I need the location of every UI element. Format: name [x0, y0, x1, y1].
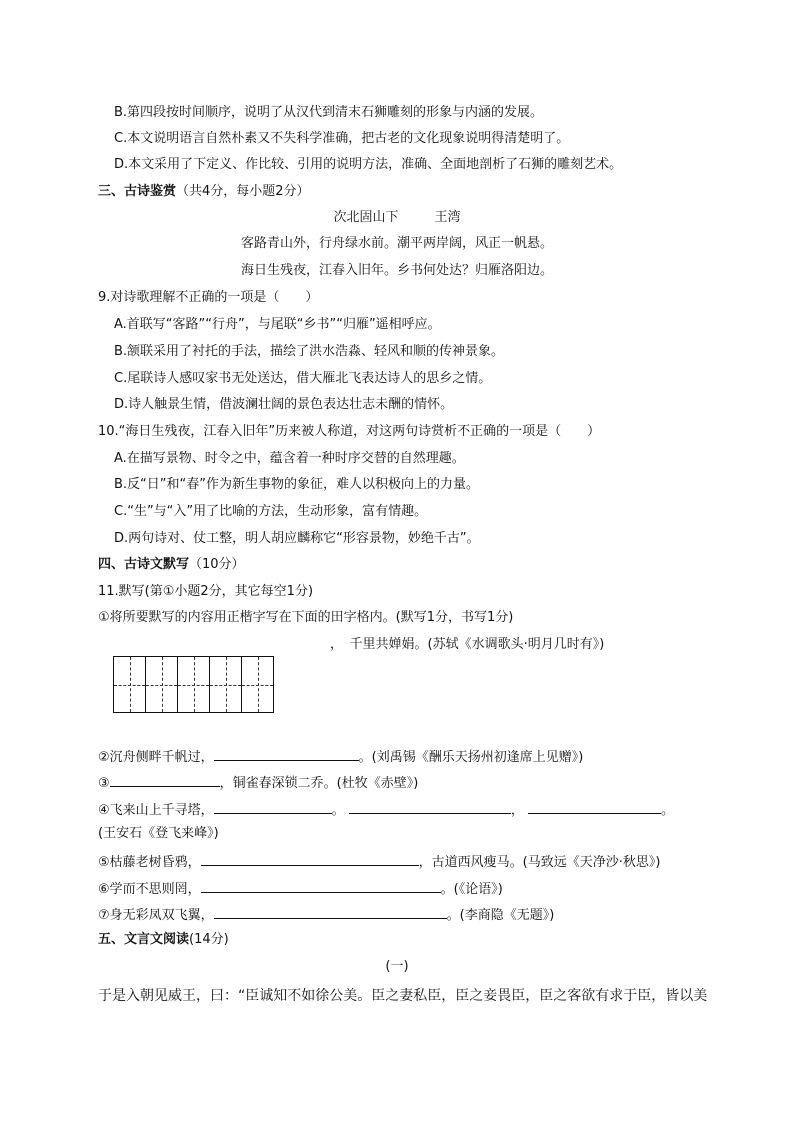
question-10: 10.“海日生残夜，江春入旧年”历来被人称道，对这两句诗赏析不正确的一项是（ ）: [98, 424, 601, 439]
q10-option-a: A.在描写景物、时令之中，蕴含着一种时序交替的自然理趣。: [114, 451, 465, 466]
heading-score: (14分): [189, 932, 229, 947]
item-text: ⑤枯藤老树昏鸦，: [98, 855, 201, 870]
classical-text: 于是入朝见威王，曰：“臣诚知不如徐公美。臣之妻私臣，臣之妾畏臣，臣之客欲有求于臣，皆以美: [98, 988, 708, 1004]
poem-author: 王湾: [434, 210, 461, 225]
item-text: ，: [510, 803, 524, 818]
item-5: [98, 851, 660, 872]
item-text: ②沉舟侧畔千帆过，: [98, 750, 214, 765]
q9-option-a: A.首联写“客路”“行舟”，与尾联“乡书”“归雁”遥相呼应。: [114, 317, 441, 332]
answer-blank[interactable]: [214, 799, 332, 814]
item-text: ，古道西风瘦马。(马致远《天净沙·秋思》): [418, 855, 661, 870]
option-c: C.本文说明语言自然朴素又不失科学准确，把古老的文化现象说明得清楚明了。: [114, 131, 570, 146]
q10-option-d: D.两句诗对、仗工整，明人胡应麟称它“形容景物，妙绝千古”。: [114, 531, 480, 546]
item-text: 。(《论语》): [440, 882, 503, 897]
q9-option-c: C.尾联诗人感叹家书无处送达，借大雁北飞表达诗人的思乡之情。: [114, 371, 492, 386]
item-4-source: (王安石《登飞来峰》): [98, 826, 219, 841]
answer-blank[interactable]: [214, 746, 359, 761]
item-7: [98, 904, 554, 925]
question-11: 11.默写(第①小题2分，其它每空1分): [98, 584, 314, 599]
option-b: B.第四段按时间顺序，说明了从汉代到清末石狮雕刻的形象与内涵的发展。: [114, 105, 544, 120]
answer-blank[interactable]: [214, 904, 447, 919]
poem-title: [0, 209, 794, 227]
heading-score: （10分）: [189, 557, 245, 572]
item-3: [98, 772, 418, 793]
poem-line: 海日生残夜，江春入旧年。乡书何处达？归雁洛阳边。: [240, 263, 553, 278]
grid-cell[interactable]: [177, 657, 209, 712]
item-1-line: ， 千里共婵娟。(苏轼《水调歌头·明月几时有》): [330, 637, 605, 652]
heading-text: 四、古诗文默写: [98, 557, 190, 572]
heading-text: 三、古诗鉴赏: [98, 184, 177, 199]
q9-option-b: B.颔联采用了衬托的手法，描绘了洪水浩淼、轻风和顺的传神景象。: [114, 344, 505, 359]
heading-score: （共4分，每小题2分）: [176, 184, 310, 199]
grid-cell[interactable]: [145, 657, 177, 712]
section5-heading: [98, 931, 229, 949]
q9-option-d: D.诗人触景生情，借波澜壮阔的景色表达壮志未酬的情怀。: [114, 397, 454, 412]
grid-cell[interactable]: [209, 657, 241, 712]
answer-blank[interactable]: [349, 799, 511, 814]
item-1: ①将所要默写的内容用正楷字写在下面的田字格内。(默写1分，书写1分): [98, 610, 514, 625]
tianzi-grid[interactable]: [113, 656, 274, 713]
item-text: 。(刘禹锡《酬乐天扬州初逢席上见赠》): [358, 750, 584, 765]
section3-heading: [98, 183, 310, 201]
answer-blank[interactable]: [201, 851, 419, 866]
item-text: ⑦身无彩凤双飞翼，: [98, 908, 214, 923]
grid-cell[interactable]: [241, 657, 274, 712]
section4-heading: [98, 556, 245, 574]
heading-text: 五、文言文阅读: [98, 932, 190, 947]
poem-line: 客路青山外，行舟绿水前。潮平两岸阔，风正一帆悬。: [240, 236, 553, 251]
answer-blank[interactable]: [110, 772, 220, 787]
item-text: ④飞来山上千寻塔，: [98, 803, 214, 818]
item-6: [98, 878, 503, 899]
question-9: 9.对诗歌理解不正确的一项是（ ）: [98, 290, 319, 305]
item-text: ③: [98, 776, 110, 791]
poem-title-text: 次北固山下: [333, 210, 399, 225]
item-text: 。: [660, 803, 674, 818]
answer-blank[interactable]: [528, 799, 661, 814]
option-d: D.本文采用了下定义、作比较、引用的说明方法，准确、全面地剖析了石狮的雕刻艺术。: [114, 157, 623, 172]
item-text: ，铜雀春深锁二乔。(杜牧《赤壁》): [219, 776, 419, 791]
item-4: [98, 799, 674, 820]
item-2: [98, 746, 583, 767]
part-label: (一): [385, 959, 409, 974]
item-text: 。(李商隐《无题》): [446, 908, 555, 923]
item-text: ⑥学而不思则罔，: [98, 882, 201, 897]
q10-option-b: B.反“日”和“春”作为新生事物的象征，难人以积极向上的力量。: [114, 477, 479, 492]
q10-option-c: C.“生”与“入”用了比喻的方法，生动形象，富有情趣。: [114, 504, 428, 519]
answer-blank[interactable]: [201, 878, 441, 893]
item-text: 。: [331, 803, 345, 818]
grid-cell[interactable]: [113, 657, 145, 712]
